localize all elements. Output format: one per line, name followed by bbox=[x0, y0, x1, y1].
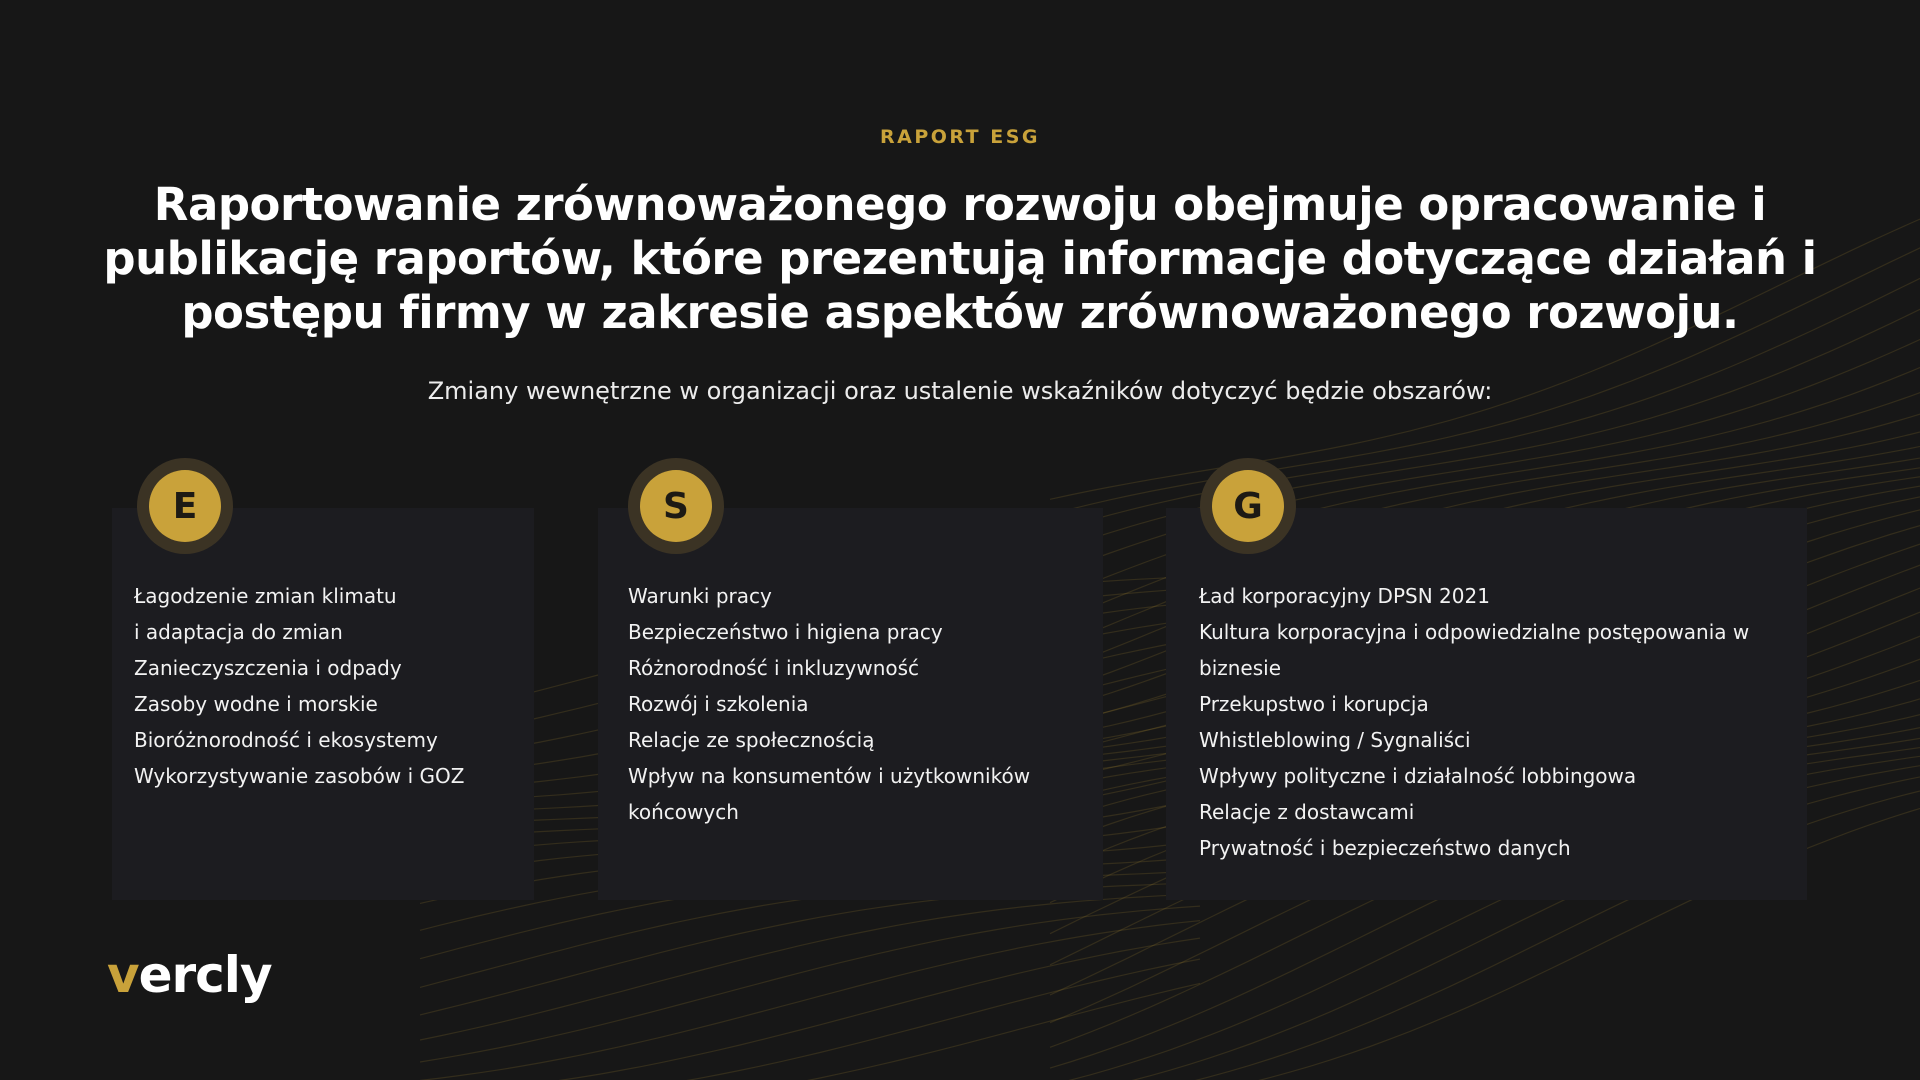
list-item: Ład korporacyjny DPSN 2021 bbox=[1199, 584, 1490, 608]
intro-text: Zmiany wewnętrzne w organizacji oraz ustalenie wskaźników dotyczyć będzie obszarów: bbox=[427, 377, 1493, 405]
social-list bbox=[628, 578, 1079, 830]
wave-line bbox=[420, 906, 1200, 1062]
environment-list bbox=[134, 578, 510, 794]
wave-line bbox=[420, 983, 1200, 1080]
wave-line bbox=[420, 894, 1200, 1040]
list-item: Wykorzystywanie zasobów i GOZ bbox=[134, 764, 465, 788]
list-item: Wpływ na konsumentów i użytkowników końcowych bbox=[628, 764, 1031, 824]
list-item: Whistleblowing / Sygnaliści bbox=[1199, 728, 1471, 752]
list-item: Prywatność i bezpieczeństwo danych bbox=[1199, 836, 1571, 860]
list-item: Łagodzenie zmian klimatu bbox=[134, 584, 397, 608]
page-title: Raportowanie zrównoważonego rozwoju obejmuje opracowanie i publikację raportów, które prezentują informacje dotyczące działań i postępu firmy w zakresie aspektów zrównoważonego rozwoju. bbox=[103, 178, 1817, 339]
list-item: Bezpieczeństwo i higiena pracy bbox=[628, 620, 943, 644]
esg-card-governance bbox=[1166, 485, 1807, 900]
badge-e bbox=[137, 458, 233, 554]
list-item: Różnorodność i inkluzywność bbox=[628, 656, 920, 680]
esg-card-environment bbox=[112, 485, 534, 900]
governance-list bbox=[1199, 578, 1783, 866]
list-item: Przekupstwo i korupcja bbox=[1199, 692, 1429, 716]
list-item: Relacje ze społecznością bbox=[628, 728, 875, 752]
wave-line bbox=[420, 921, 1200, 1080]
badge-s bbox=[628, 458, 724, 554]
badge-letter-g: G bbox=[1212, 470, 1284, 542]
badge-g bbox=[1200, 458, 1296, 554]
section-eyebrow: RAPORT ESG bbox=[879, 126, 1041, 148]
list-item: Bioróżnorodność i ekosystemy bbox=[134, 728, 438, 752]
badge-letter-e: E bbox=[149, 470, 221, 542]
badge-letter-s: S bbox=[640, 470, 712, 542]
list-item: Zanieczyszczenia i odpady bbox=[134, 656, 402, 680]
list-item: Warunki pracy bbox=[628, 584, 772, 608]
logo-wordmark: ercly bbox=[138, 946, 272, 1004]
list-item: Zasoby wodne i morskie bbox=[134, 692, 378, 716]
vercly-logo[interactable] bbox=[107, 945, 272, 1005]
list-item: Wpływy polityczne i działalność lobbingowa bbox=[1199, 764, 1637, 788]
wave-line bbox=[420, 938, 1200, 1080]
list-item: i adaptacja do zmian bbox=[134, 620, 343, 644]
esg-card-social bbox=[598, 485, 1103, 900]
list-item: Relacje z dostawcami bbox=[1199, 800, 1415, 824]
list-item: Kultura korporacyjna i odpowiedzialne postępowania w biznesie bbox=[1199, 620, 1750, 680]
wave-line bbox=[420, 959, 1200, 1080]
logo-v-mark: v bbox=[107, 946, 139, 1004]
list-item: Rozwój i szkolenia bbox=[628, 692, 809, 716]
wave-line bbox=[420, 883, 1200, 1015]
